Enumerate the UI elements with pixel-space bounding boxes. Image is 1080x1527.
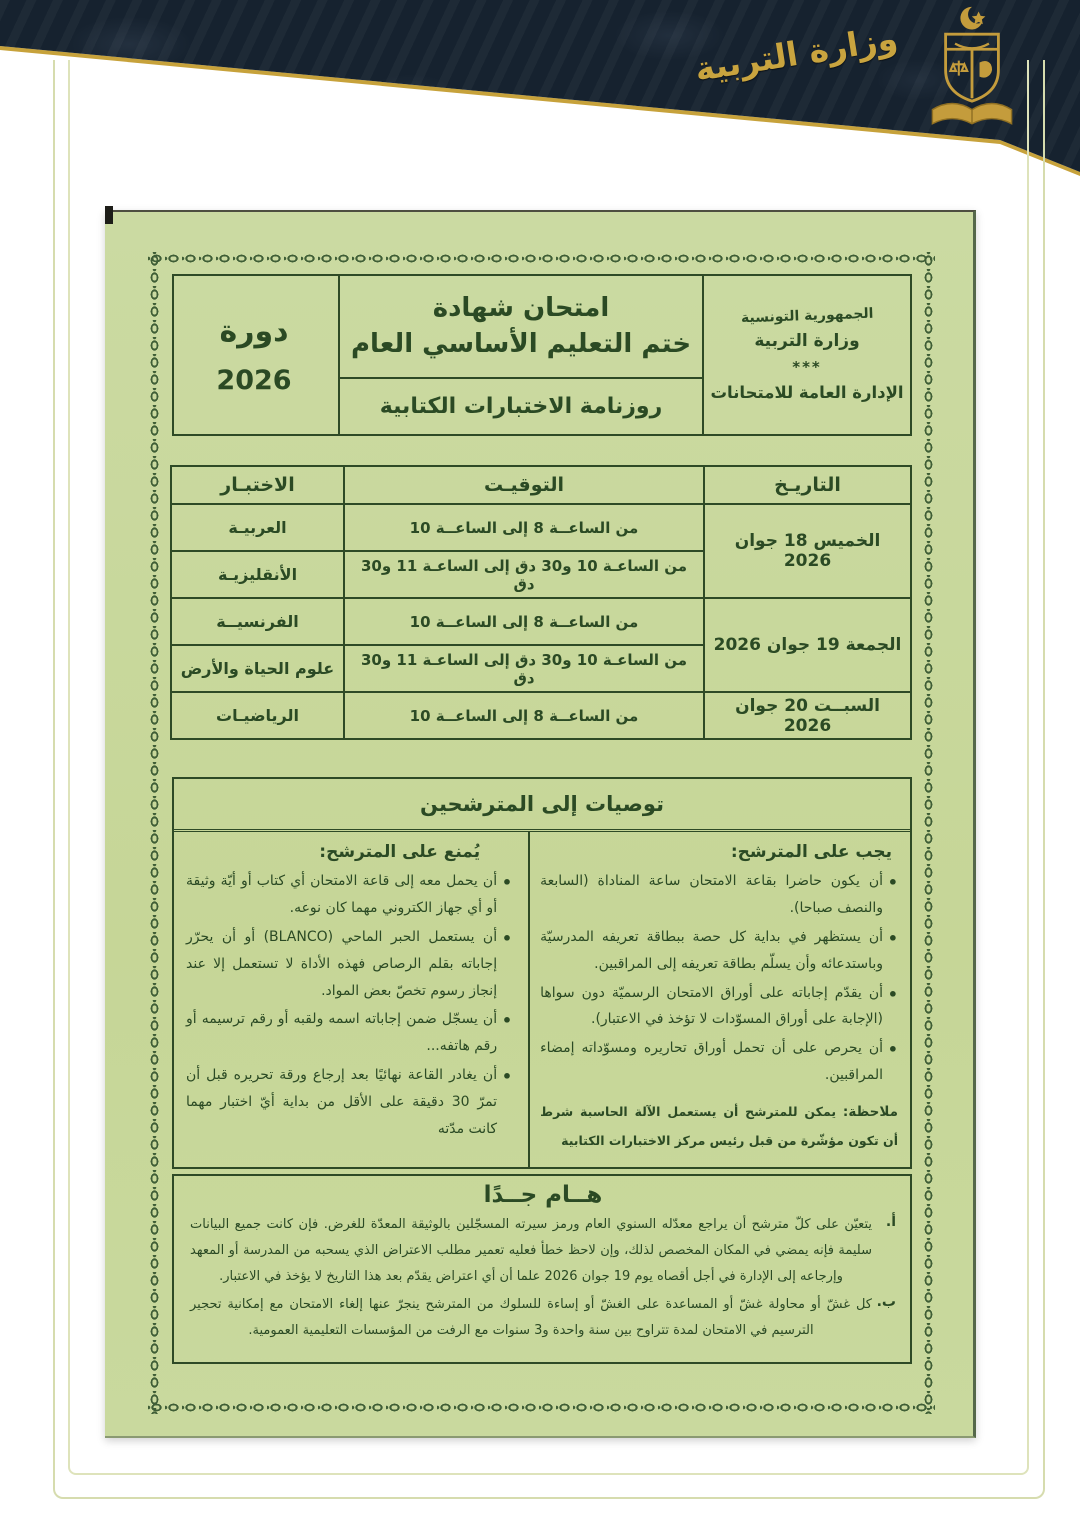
list-item: • أن يكون حاضرا بقاعة الامتحان ساعة المناداة (السابعة والنصف صباحا). <box>540 868 898 922</box>
date-cell: الخميس 18 جوان 2026 <box>704 504 911 598</box>
list-item: • أن يسجّل ضمن إجاباته اسمه ولقبه أو رقم ترسيمه أو رقم هاتفه... <box>186 1006 512 1060</box>
exam-cell: الأنقليزيـة <box>171 551 344 598</box>
exam-calendar-document <box>105 210 976 1438</box>
item-text: يتعيّن على كلّ مترشح أن يراجع معدّله السنوي العام ورمز سيرته المسجّلين بالوثيقة المعدّة للغرض. فإن كانت جميع البيانات سليمة فإنه يمضي في المكان المخصص لذلك، وإن لاحظ خطأ فعليه تعمير مطلب الاعتراض الذي يسحبه من المدرسة أو المعهد وإرجاعه إلى الإدارة في أجل أقصاه يوم 19 جوان 2026 علما أن أي اعتراض يقدّم بعد هذا التاريخ لا يؤخذ في الاعتبار. <box>190 1217 872 1284</box>
must-heading: يجب على المترشح: <box>730 842 892 862</box>
must-column <box>528 832 910 1167</box>
must-list <box>540 868 898 1089</box>
date-cell: الجمعة 19 جوان 2026 <box>704 598 911 692</box>
document-subtitle: روزنامة الاختبارات الكتابية <box>379 394 663 419</box>
list-item: • أن يحمل معه إلى قاعة الامتحان أي كتاب أو أيّة وثيقة أو أي جهاز الكتروني مهما كان نوعه. <box>186 868 512 922</box>
time-cell: من الساعـة 10 و30 دق إلى الساعـة 11 و30 دق <box>344 645 704 692</box>
list-item: • أن يستظهر في بداية كل حصة ببطاقة تعريفه المدرسيّة وباستدعائه وأن يسلّم بطاقة تعريفه إلى المراقبين. <box>540 924 898 978</box>
table-row <box>171 504 911 551</box>
administration-line: الإدارة العامة للامتحانات <box>710 383 904 402</box>
forbidden-column <box>174 832 528 1167</box>
title-block <box>338 276 702 434</box>
time-cell: من الساعـة 10 و30 دق إلى الساعـة 11 و30 دق <box>344 551 704 598</box>
recommendations-title: توصيات إلى المترشحين <box>174 779 910 832</box>
list-item: • أن يستعمل الحبر الماحي (BLANCO) أو أن يحرّر إجاباته بقلم الرصاص فهذه الأداة لا تستعمل إلا عند إنجاز رسوم تخصّ بعض المواد. <box>186 924 512 1005</box>
exam-cell: العربيـة <box>171 504 344 551</box>
important-item-a <box>190 1212 896 1290</box>
time-cell: من الساعــة 8 إلى الساعــة 10 <box>344 692 704 739</box>
recommendations-columns <box>174 832 910 1167</box>
item-label: ب. <box>876 1294 896 1310</box>
exam-cell: علوم الحياة والأرض <box>171 645 344 692</box>
ministry-calligraphy: وزارة التربية <box>691 18 900 89</box>
republic-line: الجمهورية التونسية <box>740 305 874 327</box>
exam-cell: الفرنسيــة <box>171 598 344 645</box>
session-block <box>170 276 338 434</box>
date-cell: السبــت 20 جوان 2026 <box>704 692 911 739</box>
document-title <box>340 276 702 379</box>
forbidden-heading: يُمنع على المترشح: <box>319 842 481 862</box>
title-line1: امتحان شهادة <box>432 293 610 324</box>
time-cell: من الساعــة 8 إلى الساعــة 10 <box>344 598 704 645</box>
note-label: ملاحظة: <box>842 1104 898 1120</box>
col-header-time: التوقيـت <box>344 466 704 504</box>
calculator-note <box>540 1097 898 1156</box>
forbidden-list <box>186 868 512 1143</box>
note-text: يمكن للمترشح أن يستعمل الآلة الحاسبة شرط أن تكون مؤشّرة من قبل رئيس مركز الاختبارات الكتابية <box>540 1104 898 1149</box>
table-header-row <box>171 466 911 504</box>
republic-block <box>702 276 910 434</box>
document-header <box>172 274 912 436</box>
exam-schedule-table <box>170 465 912 740</box>
col-header-date: التاريـخ <box>704 466 911 504</box>
exam-cell: الرياضيـات <box>171 692 344 739</box>
table-row <box>171 692 911 739</box>
list-item: • أن يحرص على أن تحمل أوراق تحاريره ومسوّداته إمضاء المراقبين. <box>540 1035 898 1089</box>
table-row <box>171 598 911 645</box>
important-item-b <box>190 1292 896 1344</box>
list-item: • أن يغادر القاعة نهائيًا بعد إرجاع ورقة تحريره قبل أن تمرّ 30 دقيقة على الأقل من بداية أيّ اختبار مهما كانت مدّته <box>186 1062 512 1143</box>
item-text: كل غشّ أو محاولة غشّ أو المساعدة على الغشّ أو إساءة للسلوك من المترشح ينجرّ عنها إلغاء الامتحان مع إمكانية تحجير الترسيم في الامتحان لمدة تتراوح بين سنة واحدة و3 سنوات مع الرفت من المؤسسات التعليمية العمومية. <box>190 1297 872 1338</box>
list-item: • أن يقدّم إجاباته على أوراق الامتحان الرسميّة دون سواها (الإجابة على أوراق المسوّدات لا تؤخذ في الاعتبار). <box>540 980 898 1034</box>
item-label: أ. <box>885 1214 896 1230</box>
session-label: دورة <box>219 314 289 349</box>
time-cell: من الساعــة 8 إلى الساعــة 10 <box>344 504 704 551</box>
recommendations-section <box>172 777 912 1169</box>
very-important-title: هــام جــدًا <box>483 1182 603 1208</box>
title-line2: ختم التعليم الأساسي العام <box>350 328 692 359</box>
very-important-section <box>172 1174 912 1364</box>
ministry-line: وزارة التربية <box>754 331 860 351</box>
stars-separator: *** <box>792 358 822 376</box>
col-header-exam: الاختبـار <box>171 466 344 504</box>
session-year: 2026 <box>216 365 292 396</box>
